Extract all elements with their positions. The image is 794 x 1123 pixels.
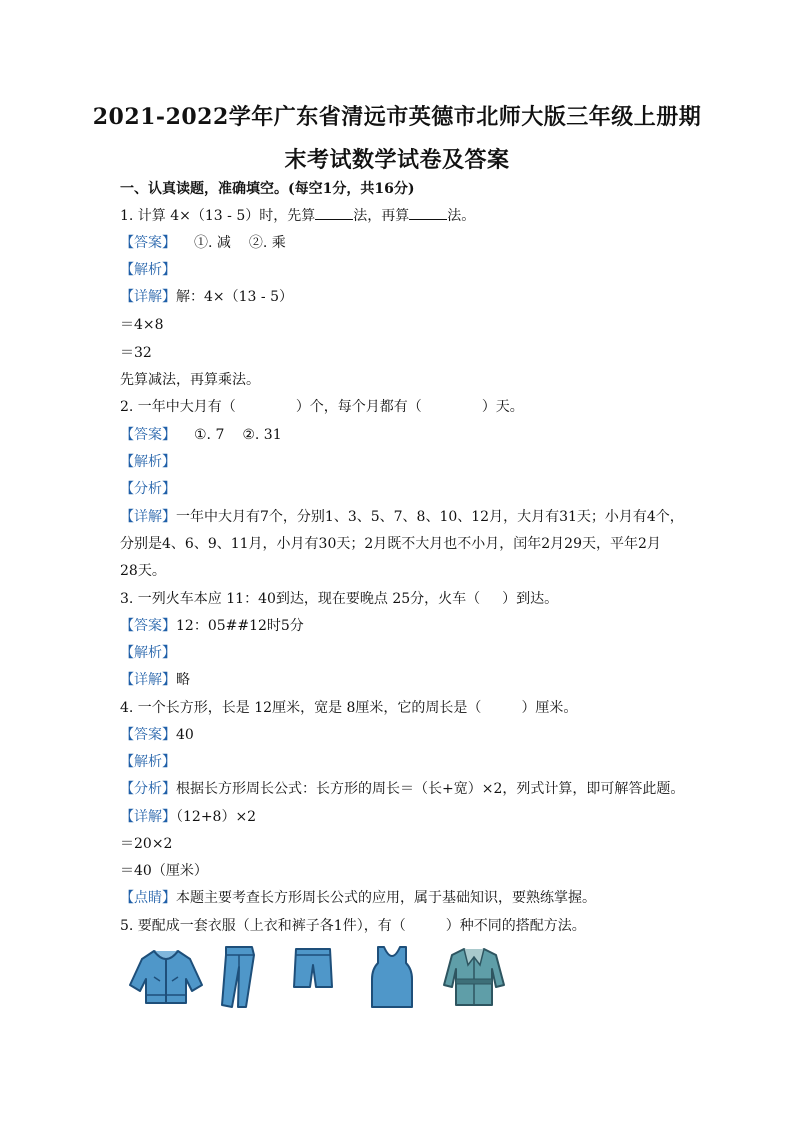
q1-analysis-tag: 【解析】	[120, 262, 176, 278]
q1-conclusion: 先算减法，再算乘法。	[120, 372, 260, 388]
trousers-icon	[212, 945, 262, 1009]
q2-detail-text1: 一年中大月有7个，分别1、3、5、7、8、10、12月，大月有31天；小月有4个，	[176, 509, 684, 525]
q4-step2: ＝40（厘米）	[120, 863, 208, 879]
q2-detail-line1	[120, 508, 684, 526]
q3-detail	[120, 671, 190, 689]
document-title-line1: 2021-2022学年广东省清远市英德市北师大版三年级上册期	[92, 104, 702, 130]
shorts-icon	[292, 945, 334, 991]
q1-answer-2: ②. 乘	[248, 235, 286, 251]
q1-step2: ＝32	[120, 345, 152, 361]
q3-answer	[120, 617, 304, 635]
q4-fenxi-text: 根据长方形周长公式：长方形的周长＝（长+宽）×2，列式计算，即可解答此题。	[176, 781, 685, 797]
clothing-images	[120, 945, 520, 1015]
q4-stem-b: ）厘米。	[521, 700, 578, 716]
q4-dianjing	[120, 889, 596, 907]
q5-stem-b: ）种不同的搭配方法。	[445, 918, 586, 934]
document-title-line2: 末考试数学试卷及答案	[284, 147, 510, 173]
answer-tag: 【答案】	[120, 427, 176, 443]
q4-stem-a: 4. 一个长方形，长是 12厘米，宽是 8厘米，它的周长是（	[120, 700, 482, 716]
q5-stem-a: 5. 要配成一套衣服（上衣和裤子各1件），有（	[120, 918, 406, 934]
fenxi-tag: 【分析】	[120, 781, 176, 797]
tank-top-icon	[370, 945, 414, 1009]
jacket-icon	[128, 945, 204, 1007]
q2-analysis-tag: 【解析】	[120, 454, 176, 470]
q2-detail-line3: 28天。	[120, 563, 166, 579]
detail-tag: 【详解】	[120, 809, 176, 825]
answer-tag: 【答案】	[120, 727, 176, 743]
section-heading: 一、认真读题，准确填空。(每空1分，共16分)	[120, 181, 415, 197]
detail-tag: 【详解】	[120, 509, 176, 525]
detail-tag: 【详解】	[120, 289, 176, 305]
detail-tag: 【详解】	[120, 672, 176, 688]
q4-fenxi	[120, 780, 684, 798]
question-3	[120, 590, 558, 608]
q1-stem-b: 法，再算	[353, 208, 410, 224]
answer-tag: 【答案】	[120, 618, 176, 634]
q1-detail	[120, 288, 293, 306]
q4-detail	[120, 808, 256, 826]
q4-dianjing-text: 本题主要考查长方形周长公式的应用，属于基础知识，要熟练掌握。	[176, 890, 596, 906]
q2-stem-c: ）天。	[481, 399, 524, 415]
q4-answer	[120, 726, 194, 744]
q2-stem-b: ）个，每个月都有（	[295, 399, 422, 415]
q4-answer-text: 40	[176, 727, 194, 743]
q1-detail-text: 解：4×（13 - 5）	[176, 289, 293, 305]
q2-detail-line2: 分别是4、6、9、11月，小月有30天；2月既不大月也不小月，闰年2月29天，平年2月	[120, 536, 661, 552]
q1-blank-2	[409, 207, 447, 220]
q3-stem-a: 3. 一列火车本应 11：40到达，现在要晚点 25分，火车（	[120, 591, 481, 607]
question-2	[120, 398, 524, 416]
question-1	[120, 207, 475, 225]
q2-stem-a: 2. 一年中大月有（	[120, 399, 236, 415]
coat-icon	[442, 945, 506, 1009]
question-5	[120, 917, 586, 935]
q3-answer-text: 12：05##12时5分	[176, 618, 304, 634]
q1-stem-c: 法。	[447, 208, 476, 224]
q3-stem-b: ）到达。	[502, 591, 559, 607]
q4-step1: ＝20×2	[120, 836, 173, 852]
q1-blank-1	[315, 207, 353, 220]
question-4	[120, 699, 577, 717]
q4-analysis-tag: 【解析】	[120, 754, 176, 770]
q4-detail-text: （12+8）×2	[176, 809, 257, 825]
q2-answer	[120, 426, 282, 444]
q1-stem-a: 1. 计算 4×（13 - 5）时，先算	[120, 208, 316, 224]
q2-answer-2: ②. 31	[242, 427, 282, 443]
q1-step1: ＝4×8	[120, 317, 164, 333]
q3-analysis-tag: 【解析】	[120, 645, 176, 661]
dianjing-tag: 【点睛】	[120, 890, 176, 906]
q3-detail-text: 略	[176, 672, 190, 688]
q1-answer-1: ①. 减	[194, 235, 231, 251]
q2-answer-1: ①. 7	[194, 427, 225, 443]
q2-fenxi-tag: 【分析】	[120, 481, 176, 497]
answer-tag: 【答案】	[120, 235, 176, 251]
q1-answer	[120, 234, 286, 252]
